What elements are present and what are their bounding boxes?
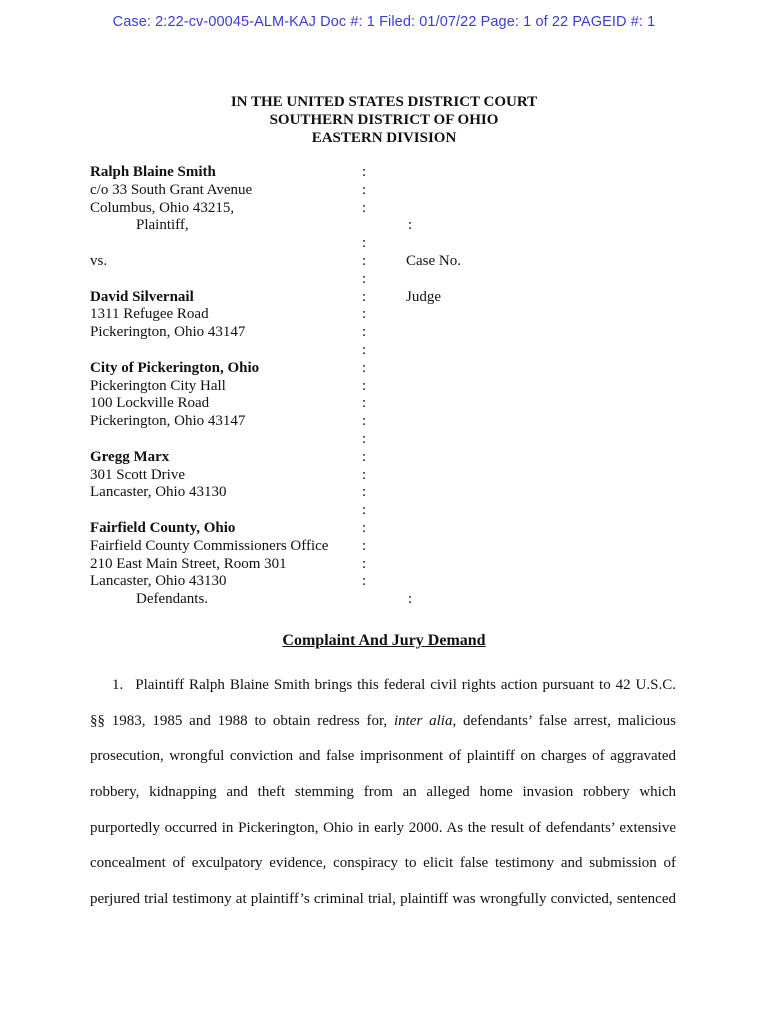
caption-colon: :: [362, 164, 367, 180]
caption-right-text: [406, 324, 690, 342]
caption-colon: :: [362, 555, 367, 572]
caption-row: [90, 235, 690, 253]
caption-row: [90, 395, 690, 413]
caption-row: [90, 449, 690, 467]
caption-row: [90, 591, 690, 609]
caption-colon: :: [362, 466, 367, 483]
caption-party-text: [90, 431, 362, 449]
caption-right-text: Case No.: [406, 252, 461, 269]
paragraph-line: purportedly occurred in Pickerington, Ohio in early 2000. As the result of defendants’ extensive: [90, 819, 676, 836]
caption-right-text: [406, 360, 690, 378]
caption-party-text: [90, 235, 362, 253]
caption-party-text: 1311 Refugee Road: [90, 306, 209, 323]
caption-right-text: [406, 342, 690, 360]
caption-right-text: [406, 556, 690, 574]
document-title-text: Complaint And Jury Demand: [282, 632, 486, 649]
document-title: [0, 632, 768, 650]
caption-row: [90, 431, 690, 449]
caption-party-text: Defendants.: [136, 591, 209, 608]
caption-party-text: Lancaster, Ohio 43130: [90, 484, 227, 501]
caption-row: [90, 200, 690, 218]
complaint-paragraph-1: [90, 668, 676, 918]
case-header-stamp: Case: 2:22-cv-00045-ALM-KAJ Doc #: 1 Filed: 01/07/22 Page: 1 of 22 PAGEID #: 1: [112, 14, 656, 30]
caption-party-text: David Silvernail: [90, 288, 194, 305]
paragraph-line: perjured trial testimony at plaintiff’s criminal trial, plaintiff was wrongfully convicted, sentenced: [90, 891, 676, 908]
caption-row: [90, 217, 690, 235]
caption-row: [90, 306, 690, 324]
caption-row: [90, 520, 690, 538]
caption-party-text: Fairfield County Commissioners Office: [90, 537, 329, 554]
caption-row: [90, 289, 690, 307]
caption-row: [90, 467, 690, 485]
caption-party-text: Columbus, Ohio 43215,: [90, 199, 235, 216]
caption-colon: :: [362, 448, 367, 465]
caption-colon: :: [362, 573, 367, 590]
paragraph-line: prosecution, wrongful conviction and false imprisonment of plaintiff on charges of aggravated: [90, 748, 676, 765]
court-line-2: SOUTHERN DISTRICT OF OHIO: [269, 112, 499, 128]
caption-row: [90, 360, 690, 378]
caption-right-text: [406, 271, 690, 289]
caption-party-text: 210 East Main Street, Room 301: [90, 555, 287, 572]
caption-colon: :: [362, 395, 367, 412]
caption-colon: :: [408, 591, 413, 608]
caption-right-text: [406, 235, 690, 253]
caption-row: [90, 324, 690, 342]
caption-party-text: Pickerington, Ohio 43147: [90, 413, 246, 430]
caption-party-text: City of Pickerington, Ohio: [90, 359, 260, 376]
caption-right-text: [452, 217, 690, 235]
caption-party-text: Pickerington, Ohio 43147: [90, 324, 246, 341]
paragraph-line: concealment of exculpatory evidence, conspiracy to elicit false testimony and submission of: [90, 855, 676, 872]
paragraph-line: §§ 1983, 1985 and 1988 to obtain redress for, inter alia, defendants’ false arrest, malicious: [90, 712, 676, 729]
caption-right-text: [406, 502, 690, 520]
caption-row: [90, 271, 690, 289]
paragraph-line: robbery, kidnapping and theft stemming from an alleged home invasion robbery which: [90, 784, 676, 801]
caption-right-text: [406, 467, 690, 485]
caption-colon: :: [362, 199, 367, 216]
caption-right-text: [406, 378, 690, 396]
caption-row: [90, 484, 690, 502]
caption-row: [90, 342, 690, 360]
caption-right-text: Judge: [406, 288, 441, 305]
paragraph-line: 1. Plaintiff Ralph Blaine Smith brings this federal civil rights action pursuant to 42 U.S.C.: [112, 677, 676, 693]
caption-colon: :: [362, 270, 367, 287]
caption-party-text: 100 Lockville Road: [90, 395, 210, 412]
caption-row: [90, 556, 690, 574]
caption-colon: :: [362, 484, 367, 501]
caption-party-text: [90, 271, 362, 289]
caption-row: [90, 253, 690, 271]
caption-row: [90, 378, 690, 396]
caption-right-text: [406, 484, 690, 502]
caption-right-text: [406, 431, 690, 449]
caption-right-text: [406, 538, 690, 556]
caption-colon: :: [362, 252, 367, 269]
caption-right-text: [406, 164, 690, 182]
caption-party-text: Gregg Marx: [90, 448, 170, 465]
caption-colon: :: [362, 413, 367, 430]
caption-colon: :: [362, 288, 367, 305]
caption-right-text: [406, 395, 690, 413]
caption-row: [90, 573, 690, 591]
caption-colon: :: [362, 181, 367, 198]
caption-colon: :: [362, 537, 367, 554]
court-line-1: IN THE UNITED STATES DISTRICT COURT: [230, 94, 538, 110]
caption-right-text: [406, 573, 690, 591]
caption-colon: :: [362, 519, 367, 536]
court-heading: [0, 93, 768, 147]
caption-party-text: vs.: [90, 252, 108, 269]
caption-party-text: Ralph Blaine Smith: [90, 164, 216, 180]
caption-party-text: 301 Scott Drive: [90, 466, 185, 483]
caption-party-text: Fairfield County, Ohio: [90, 519, 236, 536]
caption-right-text: [406, 306, 690, 324]
court-line-3: EASTERN DIVISION: [311, 130, 457, 146]
caption-party-text: [90, 342, 362, 360]
caption-colon: :: [362, 235, 367, 252]
latin-phrase: inter alia: [393, 712, 453, 729]
caption-party-text: Lancaster, Ohio 43130: [90, 573, 227, 590]
caption-row: [90, 538, 690, 556]
caption-colon: :: [362, 324, 367, 341]
caption-colon: :: [362, 430, 367, 447]
caption-party-text: [90, 502, 362, 520]
caption-row: [90, 502, 690, 520]
paragraph-number: 1.: [112, 677, 124, 693]
caption-colon: :: [362, 359, 367, 376]
caption-colon: :: [362, 502, 367, 519]
caption-row: [90, 164, 690, 182]
caption-colon: :: [362, 341, 367, 358]
case-caption: [90, 164, 690, 609]
caption-right-text: [406, 413, 690, 431]
caption-right-text: [452, 591, 690, 609]
caption-right-text: [406, 449, 690, 467]
caption-right-text: [406, 182, 690, 200]
caption-party-text: Plaintiff,: [136, 217, 189, 234]
caption-party-text: c/o 33 South Grant Avenue: [90, 181, 253, 198]
caption-right-text: [406, 520, 690, 538]
caption-colon: :: [362, 377, 367, 394]
caption-row: [90, 413, 690, 431]
caption-colon: :: [408, 217, 413, 234]
caption-row: [90, 182, 690, 200]
caption-colon: :: [362, 306, 367, 323]
caption-right-text: [406, 200, 690, 218]
caption-party-text: Pickerington City Hall: [90, 377, 226, 394]
